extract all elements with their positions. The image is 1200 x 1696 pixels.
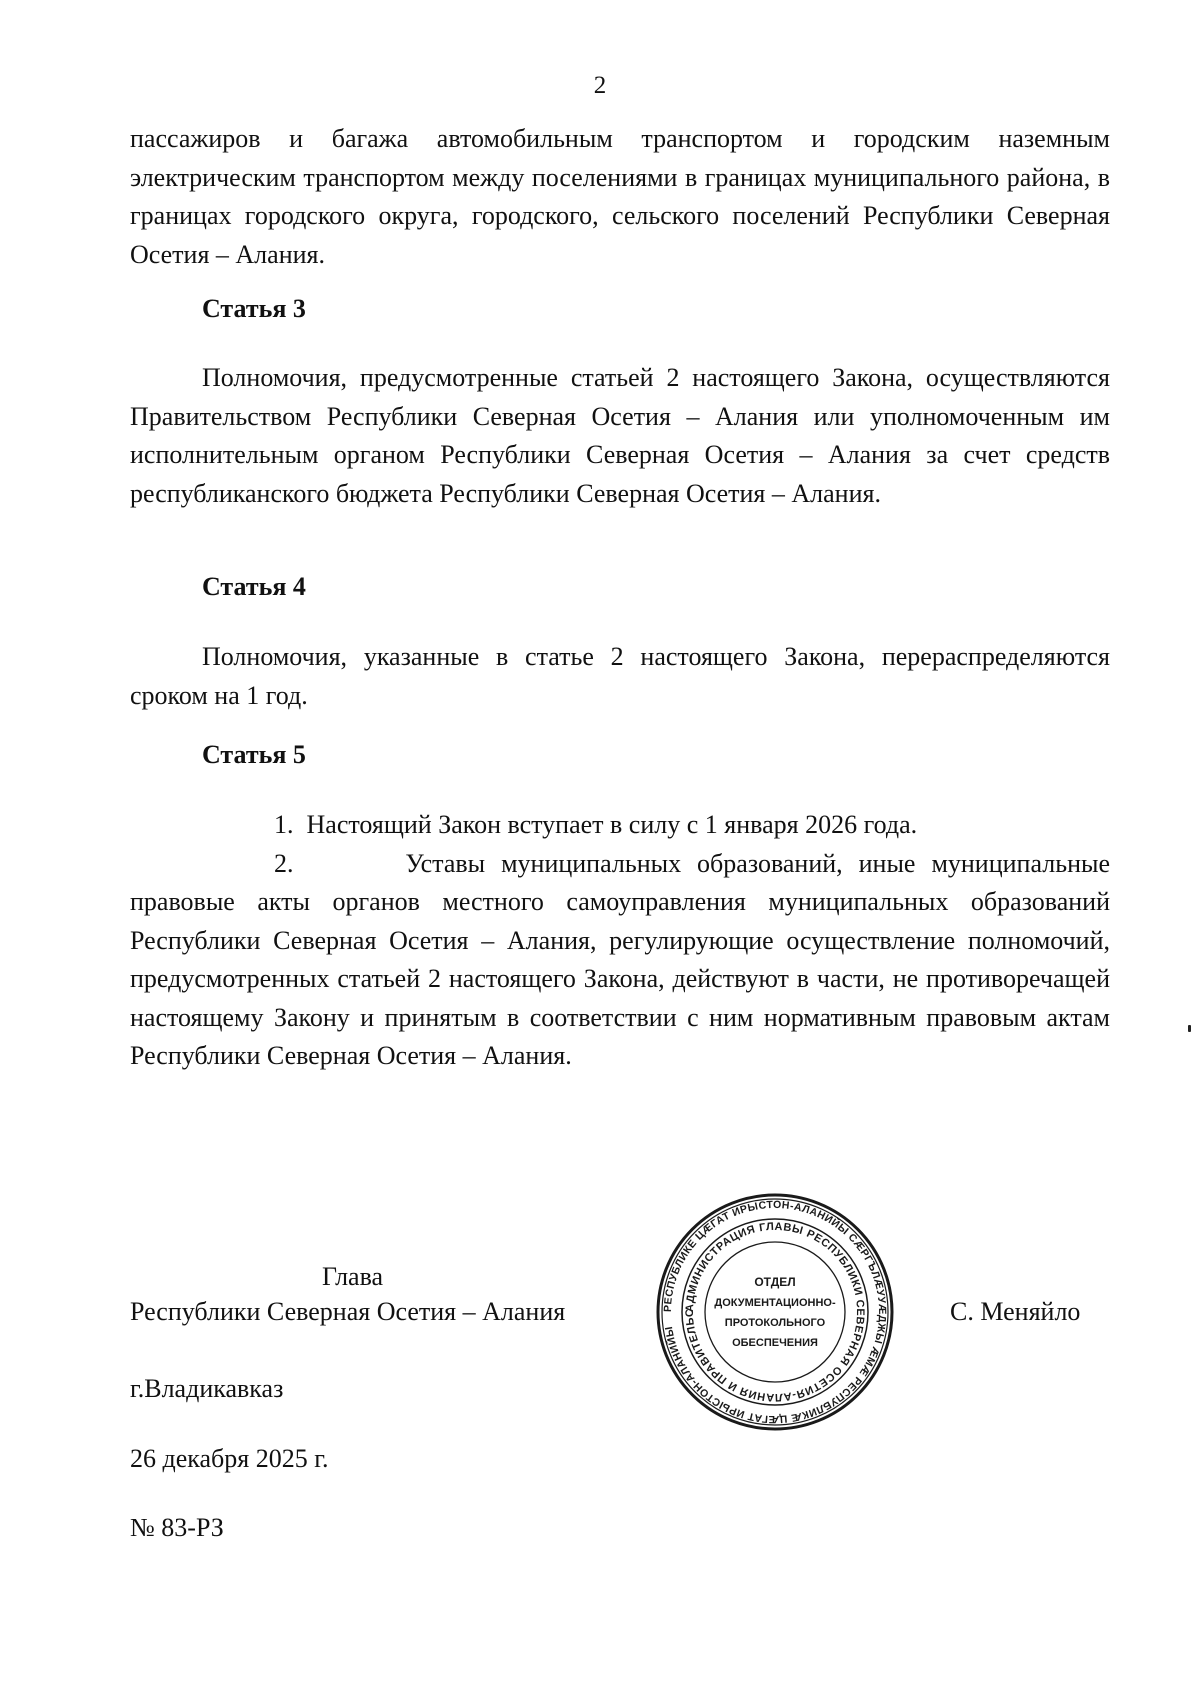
official-seal — [655, 1192, 895, 1432]
item-1-text: Настоящий Закон вступает в силу с 1 января 2026 года. — [306, 810, 918, 839]
seal-center-line-4: ОБЕСПЕЧЕНИЯ — [732, 1337, 818, 1349]
article-5-body — [130, 806, 1110, 1076]
signatory-title-line-2: Республики Северная Осетия – Алания — [130, 1297, 566, 1326]
article-3-body — [130, 359, 1110, 513]
seal-center-line-1: ОТДЕЛ — [754, 1275, 796, 1289]
article-4-text: Полномочия, указанные в статье 2 настоящего Закона, перераспределяются сроком на 1 год. — [130, 642, 1110, 710]
item-2-text: Уставы муниципальных образований, иные муниципальные правовые акты органов местного самоуправления муниципальных образований Республики Северная Осетия – Алания, регулирующие осуществление полномочий, предусмотренных статьей 2 настоящего Закона, действуют в части, не противоречащей настоящему Закону и принятым в соответствии с ним нормативным правовым актам Республики Северная Осетия – Алания. — [130, 848, 1110, 1070]
law-number: № 83-РЗ — [130, 1513, 224, 1542]
article-5-heading: Статья 5 — [202, 740, 306, 769]
scan-speck — [1188, 1025, 1191, 1032]
article-4-heading: Статья 4 — [202, 572, 306, 601]
signing-date: 26 декабря 2025 г. — [130, 1444, 329, 1473]
article-5-item-2 — [130, 845, 1110, 1076]
page-number: 2 — [593, 72, 607, 99]
item-2-number: 2. — [274, 848, 294, 878]
signatory-name: С. Меняйло — [950, 1297, 1081, 1326]
intro-paragraph — [130, 120, 1110, 274]
article-4-body — [130, 638, 1110, 715]
article-5-item-1 — [130, 806, 1110, 845]
seal-center-line-2: ДОКУМЕНТАЦИОННО- — [714, 1297, 836, 1309]
signatory-title-line-1: Глава — [322, 1262, 384, 1291]
article-3-text: Полномочия, предусмотренные статьей 2 настоящего Закона, осуществляются Правительством Республики Северная Осетия – Алания или уполномоченным им исполнительным органом Республики Северная Осетия – Алания за счет средств республиканского бюджета Республики Северная Осетия – Алания. — [130, 363, 1110, 508]
item-1-number: 1. — [274, 810, 294, 839]
signing-city: г.Владикавказ — [130, 1374, 284, 1403]
seal-outer-ring-text: РЕСПУБЛИКЕ ЦӔГАТ ИРЫСТОН-АЛАНИЙЫ СӔРГЪЛӔУУӔДЖЫ ӔМӔ РЕСПУБЛИКӔ ЦӔГАТ ИРЫСТОН-АЛАНИЙЫ — [661, 1198, 889, 1426]
seal-inner-ring-text: АДМИНИСТРАЦИЯ ГЛАВЫ РЕСПУБЛИКИ СЕВЕРНАЯ ОСЕТИЯ-АЛАНИЯ И ПРАВИТЕЛЬС — [683, 1220, 867, 1404]
seal-center-line-3: ПРОТОКОЛЬНОГО — [724, 1317, 826, 1329]
intro-paragraph-text: пассажиров и багажа автомобильным транспортом и городским наземным электрическим транспортом между поселениями в границах муниципального района, в границах городского округа, городского, сельского поселений Республики Северная Осетия – Алания. — [130, 124, 1110, 269]
article-3-heading: Статья 3 — [202, 294, 306, 323]
